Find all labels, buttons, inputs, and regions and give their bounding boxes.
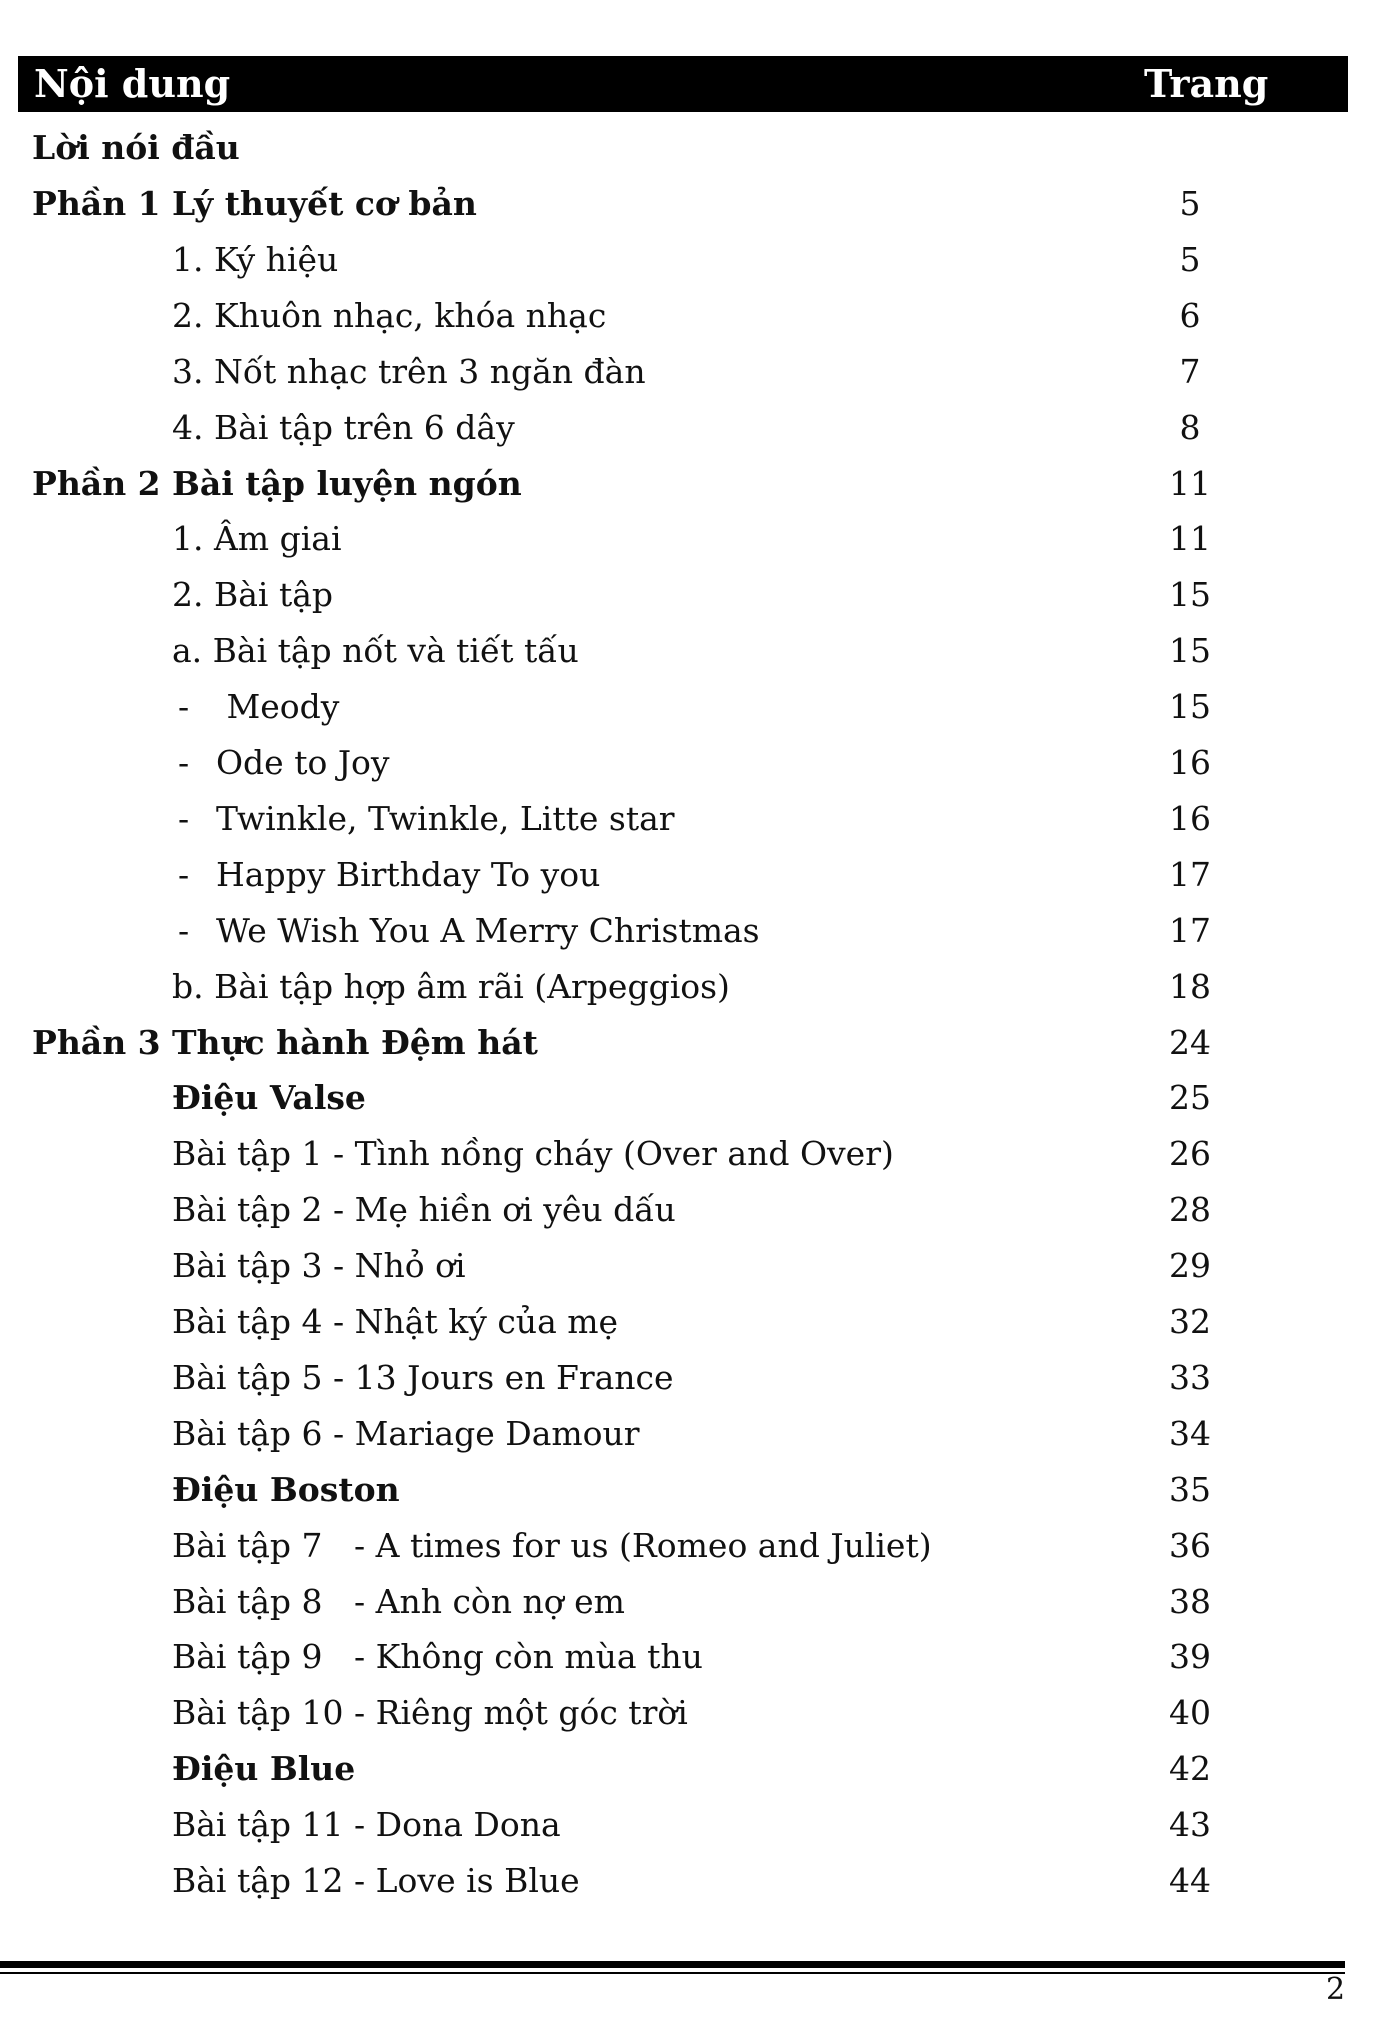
toc-bullet-dash: -: [178, 743, 190, 782]
toc-entry-page: 15: [1169, 631, 1211, 670]
toc-entry-title: 1. Âm giai: [172, 519, 342, 558]
toc-entry-title: Ode to Joy: [216, 743, 390, 782]
toc-entry-title: Điệu Boston: [172, 1470, 400, 1509]
toc-entry: [0, 1518, 1373, 1574]
toc-entry-title: 2. Bài tập: [172, 575, 334, 614]
toc-entry-title: Twinkle, Twinkle, Litte star: [216, 799, 675, 838]
toc-title: Nội dung: [34, 61, 231, 106]
toc-entry-page: 24: [1169, 1023, 1211, 1062]
toc-entry: [0, 847, 1373, 903]
toc-entry-title: Bài tập 10 - Riêng một góc trời: [172, 1693, 688, 1732]
toc-entry-title: Happy Birthday To you: [216, 855, 601, 894]
toc-entry-title: 4. Bài tập trên 6 dây: [172, 408, 515, 447]
toc-entry: [0, 1853, 1373, 1909]
toc-entry-page: 35: [1169, 1470, 1211, 1509]
toc-entry-title: Bài tập 11 - Dona Dona: [172, 1805, 561, 1844]
toc-entry-page: 5: [1179, 240, 1201, 279]
toc-entry: [0, 1182, 1373, 1238]
toc-entry-title: Bài tập luyện ngón: [172, 464, 522, 503]
toc-entry-title: Điệu Blue: [172, 1749, 356, 1788]
toc-entry-page: 29: [1169, 1246, 1211, 1285]
toc-bullet-dash: -: [178, 911, 190, 950]
toc-entry: [0, 1126, 1373, 1182]
toc-entry-page: 42: [1169, 1749, 1211, 1788]
toc-entry-title: Meody: [216, 687, 340, 726]
toc-page-label: Trang: [1144, 61, 1269, 106]
toc-bullet-dash: -: [178, 855, 190, 894]
toc-entry-title: Bài tập 8 - Anh còn nợ em: [172, 1582, 625, 1621]
toc-entry-page: 33: [1169, 1358, 1211, 1397]
toc-entry-page: 11: [1169, 464, 1211, 503]
toc-entry-title: Bài tập 6 - Mariage Damour: [172, 1414, 640, 1453]
toc-entry: [0, 1574, 1373, 1630]
toc-entry-title: Bài tập 3 - Nhỏ ơi: [172, 1246, 466, 1285]
toc-entry-title: Bài tập 2 - Mẹ hiền ơi yêu dấu: [172, 1190, 676, 1229]
toc-entry-page: 32: [1169, 1302, 1211, 1341]
toc-entry-title: Bài tập 4 - Nhật ký của mẹ: [172, 1302, 619, 1341]
toc-entry: [0, 959, 1373, 1015]
toc-entry: [0, 288, 1373, 344]
toc-entry-page: 25: [1169, 1078, 1211, 1117]
toc-entry-page: 36: [1169, 1526, 1211, 1565]
toc-entry-page: 18: [1169, 967, 1211, 1006]
toc-entry-page: 38: [1169, 1582, 1211, 1621]
toc-entry-title: Bài tập 7 - A times for us (Romeo and Juliet): [172, 1526, 932, 1565]
toc-entry: [0, 456, 1373, 512]
toc-entry: [0, 623, 1373, 679]
footer-rule-thin: [0, 1972, 1345, 1974]
toc-entry-page: 40: [1169, 1693, 1211, 1732]
toc-entry-title: 2. Khuôn nhạc, khóa nhạc: [172, 296, 607, 335]
toc-entry-title: Thực hành Đệm hát: [172, 1023, 538, 1062]
toc-entry-title: b. Bài tập hợp âm rãi (Arpeggios): [172, 967, 730, 1006]
toc-entry-page: 26: [1169, 1134, 1211, 1173]
toc-entry-page: 6: [1179, 296, 1201, 335]
toc-entry: [0, 176, 1373, 232]
toc-entry-title: Bài tập 1 - Tình nồng cháy (Over and Over): [172, 1134, 894, 1173]
toc-entry-title: Lý thuyết cơ bản: [172, 184, 477, 223]
toc-entry-page: 15: [1169, 687, 1211, 726]
toc-bullet-dash: -: [178, 687, 190, 726]
toc-entry: [0, 344, 1373, 400]
toc-preface: Lời nói đầu: [32, 128, 240, 167]
toc-entry-title: 3. Nốt nhạc trên 3 ngăn đàn: [172, 352, 646, 391]
toc-entry-page: 8: [1179, 408, 1201, 447]
toc-entry: [0, 679, 1373, 735]
toc-entry: [0, 1350, 1373, 1406]
toc-entry-title: Bài tập 5 - 13 Jours en France: [172, 1358, 674, 1397]
toc-bullet-dash: -: [178, 799, 190, 838]
toc-entry-page: 15: [1169, 575, 1211, 614]
toc-entry-page: 7: [1179, 352, 1201, 391]
toc-entry: [0, 903, 1373, 959]
toc-entry-page: 17: [1169, 911, 1211, 950]
toc-entry: [0, 232, 1373, 288]
toc-entry-page: 5: [1179, 184, 1201, 223]
toc-entry: [0, 511, 1373, 567]
toc-entry: [0, 1741, 1373, 1797]
toc-entry: [0, 400, 1373, 456]
toc-entry: [0, 791, 1373, 847]
toc-entry-page: 39: [1169, 1637, 1211, 1676]
toc-part-label: Phần 2: [32, 464, 161, 503]
toc-entry: [0, 1070, 1373, 1126]
toc-entry-page: 16: [1169, 799, 1211, 838]
toc-entry: [0, 1406, 1373, 1462]
toc-part-label: Phần 3: [32, 1023, 161, 1062]
toc-entry-page: 11: [1169, 519, 1211, 558]
toc-entry-title: Bài tập 9 - Không còn mùa thu: [172, 1637, 703, 1676]
toc-entry: [0, 1238, 1373, 1294]
toc-entry-title: 1. Ký hiệu: [172, 240, 339, 279]
toc-entry-page: 17: [1169, 855, 1211, 894]
toc-preface-row: [0, 120, 1373, 176]
toc-entry-page: 28: [1169, 1190, 1211, 1229]
toc-entry: [0, 1629, 1373, 1685]
footer-page-number: 2: [1326, 1972, 1346, 2007]
toc-entry-title: Điệu Valse: [172, 1078, 366, 1117]
toc-entry-title: a. Bài tập nốt và tiết tấu: [172, 631, 579, 670]
toc-entry-title: We Wish You A Merry Christmas: [216, 911, 760, 950]
toc-header-bar: [18, 56, 1348, 112]
toc-entry: [0, 1462, 1373, 1518]
toc-entry-page: 43: [1169, 1805, 1211, 1844]
toc-entry: [0, 1015, 1373, 1071]
toc-entry: [0, 735, 1373, 791]
toc-part-label: Phần 1: [32, 184, 161, 223]
toc-entry-page: 44: [1169, 1861, 1211, 1900]
toc-entry-page: 34: [1169, 1414, 1211, 1453]
toc-entry: [0, 1797, 1373, 1853]
toc-entry: [0, 1685, 1373, 1741]
footer-rule: [0, 1961, 1345, 1968]
toc-entry: [0, 1294, 1373, 1350]
toc-entry-title: Bài tập 12 - Love is Blue: [172, 1861, 580, 1900]
toc-entry: [0, 567, 1373, 623]
toc-entry-page: 16: [1169, 743, 1211, 782]
